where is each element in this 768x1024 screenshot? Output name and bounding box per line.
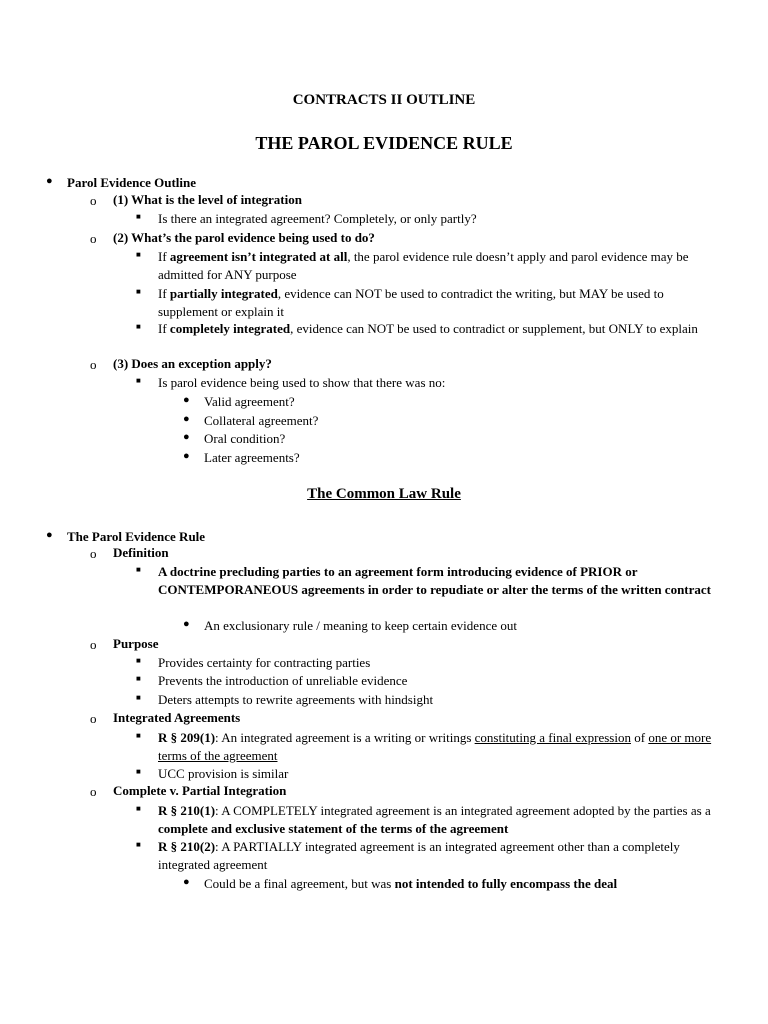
circle-bullet-icon: o (90, 193, 97, 208)
rule-heading: The Parol Evidence Rule (67, 529, 206, 544)
exception-item: Later agreements? (204, 450, 300, 465)
square-bullet-icon: ■ (136, 656, 141, 665)
bullet-dot-icon: ● (183, 876, 190, 888)
exception-item: Oral condition? (204, 431, 286, 446)
square-bullet-icon: ■ (136, 322, 141, 331)
circle-bullet-icon: o (90, 784, 97, 799)
partial-integration-note: Could be a final agreement, but was not intended to fully encompass the deal (204, 876, 618, 891)
circle-bullet-icon: o (90, 637, 97, 652)
step-2-label: (2) What’s the parol evidence being used to do? (113, 230, 375, 245)
document-title: CONTRACTS II OUTLINE (292, 92, 476, 108)
integrated-agreements-label: Integrated Agreements (113, 710, 241, 725)
square-bullet-icon: ■ (136, 767, 141, 776)
bullet-dot-icon: ● (183, 431, 190, 443)
square-bullet-icon: ■ (136, 565, 141, 574)
bullet-dot-icon: ● (183, 450, 190, 462)
step-2-item-not-integrated: If agreement isn’t integrated at all, the parol evidence rule doesn’t apply and parol evidence may be admitted for ANY purpose (158, 249, 689, 282)
definition-note: An exclusionary rule / meaning to keep certain evidence out (204, 618, 517, 633)
purpose-label: Purpose (113, 636, 159, 651)
definition-text: A doctrine precluding parties to an agreement form introducing evidence of PRIOR or CONTEMPORANEOUS agreements in order to repudiate or alter the terms of the written contract (158, 564, 711, 597)
step-3-label: (3) Does an exception apply? (113, 356, 272, 371)
definition-label: Definition (113, 545, 169, 560)
ucc-note: UCC provision is similar (158, 766, 289, 781)
restatement-210-1: R § 210(1): A COMPLETELY integrated agreement is an integrated agreement adopted by the parties as a complete and exclusive statement of the terms of the agreement (158, 803, 711, 836)
purpose-item: Prevents the introduction of unreliable evidence (158, 673, 408, 688)
document-subtitle: THE PAROL EVIDENCE RULE (255, 133, 513, 153)
square-bullet-icon: ■ (136, 212, 141, 221)
step-2-item-complete: If completely integrated, evidence can NOT be used to contradict or supplement, but ONLY to explain (158, 321, 698, 336)
square-bullet-icon: ■ (136, 287, 141, 296)
exception-item: Collateral agreement? (204, 413, 319, 428)
complete-partial-label: Complete v. Partial Integration (113, 783, 287, 798)
circle-bullet-icon: o (90, 231, 97, 246)
bullet-dot-icon: ● (46, 529, 53, 541)
step-3-question: Is parol evidence being used to show that there was no: (158, 375, 446, 390)
square-bullet-icon: ■ (136, 804, 141, 813)
purpose-item: Provides certainty for contracting parties (158, 655, 371, 670)
step-1-question: Is there an integrated agreement? Completely, or only partly? (158, 211, 477, 226)
bullet-dot-icon: ● (183, 413, 190, 425)
circle-bullet-icon: o (90, 546, 97, 561)
exception-item: Valid agreement? (204, 394, 295, 409)
square-bullet-icon: ■ (136, 250, 141, 259)
step-2-item-partial: If partially integrated, evidence can NOT be used to contradict the writing, but MAY be used to supplement or explain it (158, 286, 664, 319)
square-bullet-icon: ■ (136, 693, 141, 702)
section-heading: The Common Law Rule (307, 486, 461, 502)
square-bullet-icon: ■ (136, 731, 141, 740)
square-bullet-icon: ■ (136, 376, 141, 385)
purpose-item: Deters attempts to rewrite agreements with hindsight (158, 692, 434, 707)
restatement-210-2: R § 210(2): A PARTIALLY integrated agreement is an integrated agreement other than a completely integrated agreement (158, 839, 680, 872)
restatement-209-1: R § 209(1): An integrated agreement is a writing or writings constituting a final expression of one or more terms of the agreement (158, 730, 712, 763)
circle-bullet-icon: o (90, 357, 97, 372)
square-bullet-icon: ■ (136, 840, 141, 849)
step-1-label: (1) What is the level of integration (113, 192, 302, 207)
circle-bullet-icon: o (90, 711, 97, 726)
outline-heading: Parol Evidence Outline (67, 175, 197, 190)
bullet-dot-icon: ● (46, 175, 53, 187)
bullet-dot-icon: ● (183, 618, 190, 630)
square-bullet-icon: ■ (136, 674, 141, 683)
bullet-dot-icon: ● (183, 394, 190, 406)
